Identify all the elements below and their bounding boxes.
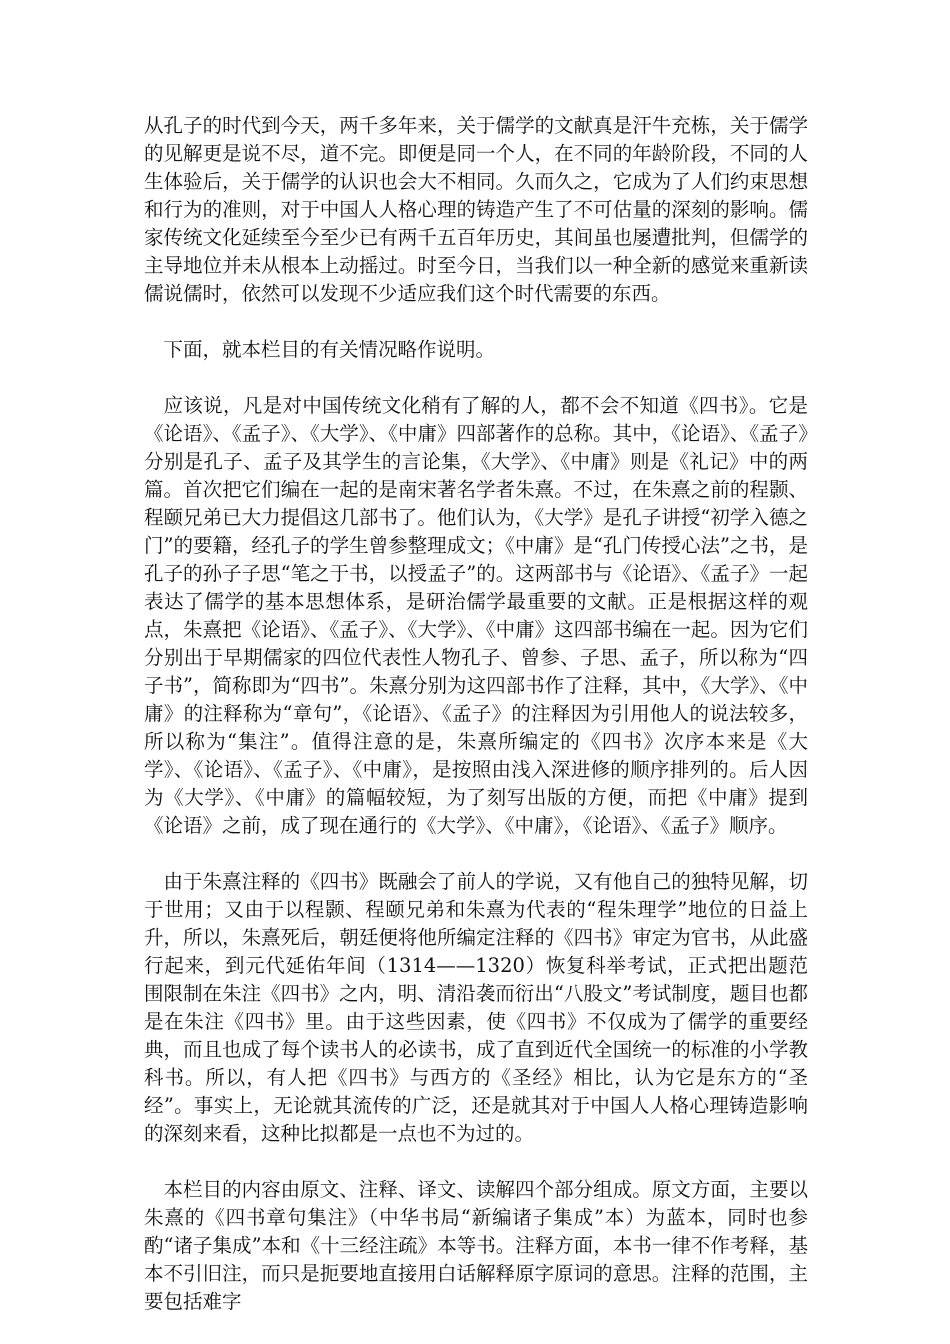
- paragraph-4: 由于朱熹注释的《四书》既融会了前人的学说，又有他自己的独特见解，切于世用；又由于以程颢、程颐兄弟和朱熹为代表的“程朱理学”地位的日益上升，所以，朱熹死后，朝廷便将他所编定注释的《四书》审定为官书，从此盛行起来，到元代延佑年间（1314——1320）恢复科举考试，正式把出题范围限制在朱注《四书》之内，明、清沿袭而衍出“八股文”考试制度，题目也都是在朱注《四书》里。由于这些因素，使《四书》不仅成为了儒学的重要经典，而且也成了每个读书人的必读书，成了直到近代全国统一的标准的小学教科书。所以，有人把《四书》与西方的《圣经》相比，认为它是东方的“圣经”。事实上，无论就其流传的广泛，还是就其对于中国人人格心理铸造影响的深刻来看，这种比拟都是一点也不为过的。: [144, 870, 808, 1145]
- paragraph-1: 从孔子的时代到今天，两千多年来，关于儒学的文献真是汗牛充栋，关于儒学的见解更是说不尽，道不完。即便是同一个人，在不同的年龄阶段，不同的人生体验后，关于儒学的认识也会大不相同。久而久之，它成为了人们约束思想和行为的准则，对于中国人人格心理的铸造产生了不可估量的深刻的影响。儒家传统文化延续至今至少已有两千五百年历史，其间虽也屡遭批判，但儒学的主导地位并未从根本上动摇过。时至今日，当我们以一种全新的感觉来重新读儒说儒时，依然可以发现不少适应我们这个时代需要的东西。: [144, 114, 808, 305]
- paragraph-5: 本栏目的内容由原文、注释、译文、读解四个部分组成。原文方面，主要以朱熹的《四书章句集注》（中华书局“新编诸子集成”本）为蓝本，同时也参酌“诸子集成”本和《十三经注疏》本等书。注释方面，本书一律不作考释，基本不引旧注，而只是扼要地直接用白话解释原字原词的意思。注释的范围，主要包括难字: [144, 1178, 808, 1313]
- document-body: [144, 112, 808, 1344]
- paragraph-2: 下面，就本栏目的有关情况略作说明。: [163, 338, 496, 361]
- paragraph-3: 应该说，凡是对中国传统文化稍有了解的人，都不会不知道《四书》。它是《论语》、《孟子》、《大学》、《中庸》四部著作的总称。其中，《论语》、《孟子》分别是孔子、孟子及其学生的言论集，《大学》、《中庸》则是《礼记》中的两篇。首次把它们编在一起的是南宋著名学者朱熹。不过，在朱熹之前的程颢、程颐兄弟已大力提倡这几部书了。他们认为，《大学》是孔子讲授“初学入德之门”的要籍，经孔子的学生曾参整理成文；《中庸》是“孔门传授心法”之书，是孔子的孙子子思“笔之于书，以授孟子”的。这两部书与《论语》、《孟子》一起表达了儒学的基本思想体系，是研治儒学最重要的文献。正是根据这样的观点，朱熹把《论语》、《孟子》、《大学》、《中庸》这四部书编在一起。因为它们分别出于早期儒家的四位代表性人物孔子、曾参、子思、孟子，所以称为“四子书”，简称即为“四书”。朱熹分别为这四部书作了注释，其中，《大学》、《中庸》的注释称为“章句”，《论语》、《孟子》的注释因为引用他人的说法较多，所以称为“集注”。值得注意的是，朱熹所编定的《四书》次序本来是《大学》、《论语》、《孟子》、《中庸》，是按照由浅入深进修的顺序排列的。后人因为《大学》、《中庸》的篇幅较短，为了刻写出版的方便，而把《中庸》提到《论语》之前，成了现在通行的《大学》、《中庸》，《论语》、《孟子》顺序。: [144, 394, 808, 837]
